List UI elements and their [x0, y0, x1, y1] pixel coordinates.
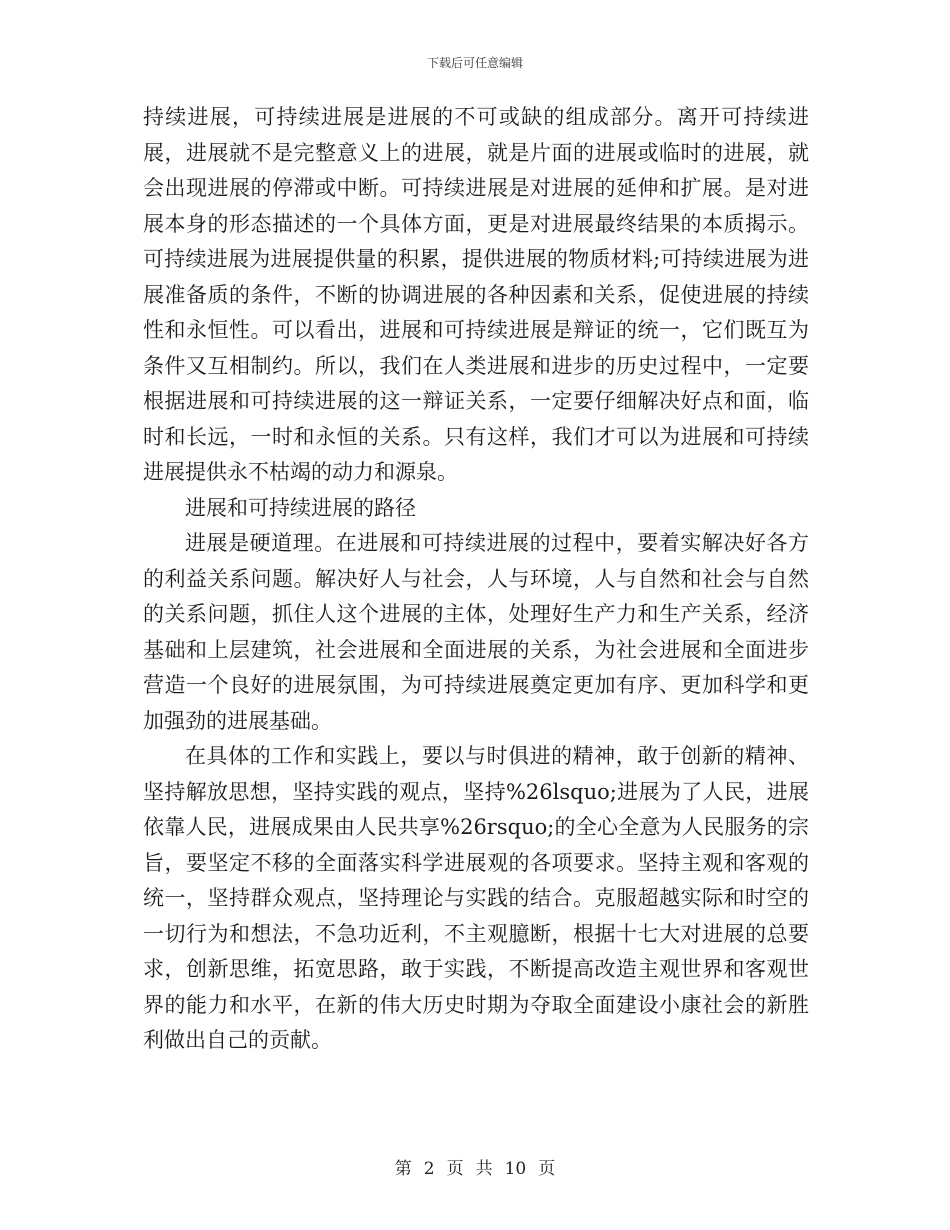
- footer-prefix: 第: [394, 1159, 412, 1179]
- footer-total-word: 共: [475, 1159, 493, 1179]
- page-footer: [0, 1154, 950, 1179]
- footer-page-word: 页: [446, 1159, 464, 1179]
- section-heading: 进展和可持续进展的路径: [185, 495, 416, 520]
- document-body: [143, 100, 809, 1059]
- total-pages-number: 10: [504, 1159, 527, 1179]
- page-header: 下载后可任意编辑: [426, 56, 523, 70]
- body-paragraph: 进展是硬道理。在进展和可持续进展的过程中，要着实解决好各方的利益关系问题。解决好人与社会，人与环境，人与自然和社会与自然的关系问题，抓住人这个进展的主体，处理好生产力和生产关系，经济基础和上层建筑，社会进展和全面进展的关系，为社会进展和全面进步营造一个良好的进展氛围，为可持续进展奠定更加有序、更加科学和更加强劲的进展基础。: [143, 531, 809, 733]
- body-paragraph: 持续进展，可持续进展是进展的不可或缺的组成部分。离开可持续进展，进展就不是完整意义上的进展，就是片面的进展或临时的进展，就会出现进展的停滞或中断。可持续进展是对进展的延伸和扩展。是对进展本身的形态描述的一个具体方面，更是对进展最终结果的本质揭示。可持续进展为进展提供量的积累，提供进展的物质材料;可持续进展为进展准备质的条件，不断的协调进展的各种因素和关系，促使进展的持续性和永恒性。可以看出，进展和可持续进展是辩证的统一，它们既互为条件又互相制约。所以，我们在人类进展和进步的历史过程中，一定要根据进展和可持续进展的这一辩证关系，一定要仔细解决好点和面，临时和长远，一时和永恒的关系。只有这样，我们才可以为进展和可持续进展提供永不枯竭的动力和源泉。: [143, 105, 809, 484]
- current-page-number: 2: [423, 1159, 435, 1179]
- body-paragraph: 在具体的工作和实践上，要以与时俱进的精神，敢于创新的精神、坚持解放思想，坚持实践的观点，坚持%26lsquo;进展为了人民，进展依靠人民，进展成果由人民共享%26rsquo;的全心全意为人民服务的宗旨，要坚定不移的全面落实科学进展观的各项要求。坚持主观和客观的统一，坚持群众观点，坚持理论与实践的结合。克服超越实际和时空的一切行为和想法，不急功近利，不主观臆断，根据十七大对进展的总要求，创新思维，拓宽思路，敢于实践，不断提高改造主观世界和客观世界的能力和水平，在新的伟大历史时期为夺取全面建设小康社会的新胜利做出自己的贡献。: [143, 744, 809, 1052]
- footer-suffix: 页: [538, 1159, 556, 1179]
